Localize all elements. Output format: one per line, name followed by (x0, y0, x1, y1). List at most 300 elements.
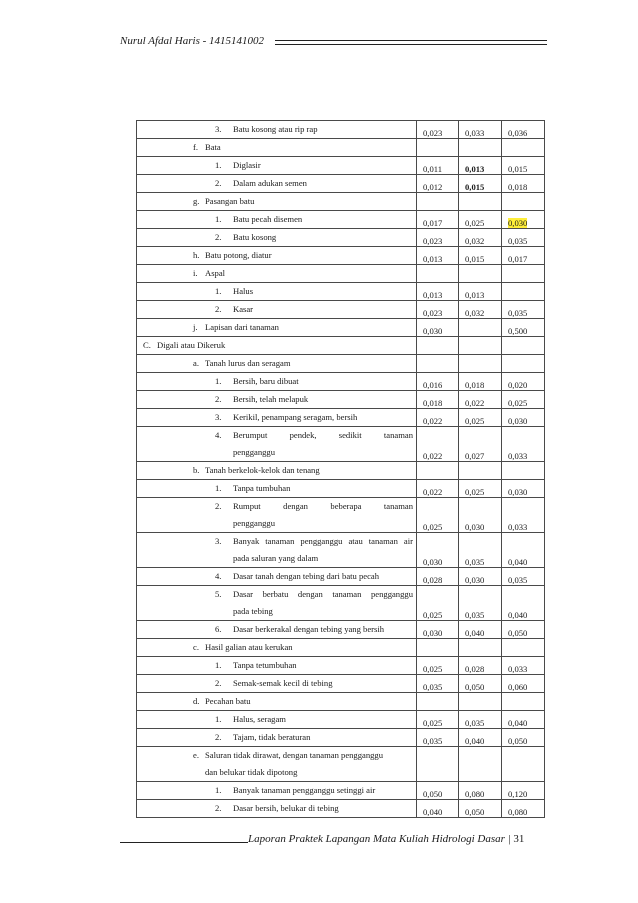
value-cell-norm (459, 409, 502, 427)
value-cell-min (417, 729, 459, 747)
coefficient-norm: 0,018 (465, 380, 485, 390)
value-cell-max (502, 229, 545, 247)
coefficient-norm: 0,030 (465, 522, 485, 532)
value-cell-min (417, 121, 459, 139)
coefficient-max: 0,030 (508, 416, 528, 426)
footer-rule (120, 842, 248, 843)
item-number: 2. (215, 678, 222, 688)
value-cell-min (417, 229, 459, 247)
coefficient-norm: 0,022 (465, 398, 485, 408)
coefficient-min: 0,035 (423, 736, 443, 746)
value-cell-min (417, 337, 459, 355)
description-cell (137, 729, 417, 747)
table-row (137, 355, 545, 373)
coefficient-max: 0,033 (508, 451, 528, 461)
value-cell-min (417, 533, 459, 568)
value-cell-max (502, 139, 545, 157)
value-cell-norm (459, 480, 502, 498)
coefficient-min: 0,025 (423, 718, 443, 728)
item-text: Dasar bersih, belukar di tebing (233, 803, 339, 813)
value-cell-max (502, 657, 545, 675)
coefficient-max: 0,040 (508, 557, 528, 567)
coefficient-norm: 0,032 (465, 308, 485, 318)
value-cell-norm (459, 337, 502, 355)
table-row (137, 409, 545, 427)
coefficient-norm: 0,035 (465, 610, 485, 620)
table-row (137, 247, 545, 265)
value-cell-norm (459, 498, 502, 533)
item-text: Rumput dengan beberapa tanaman (233, 501, 413, 511)
table-row (137, 675, 545, 693)
coefficient-min: 0,035 (423, 682, 443, 692)
value-cell-norm (459, 639, 502, 657)
item-number: 4. (215, 430, 222, 440)
coefficient-max: 0,030 (508, 487, 528, 497)
table-row (137, 265, 545, 283)
page-footer (120, 830, 547, 848)
value-cell-norm (459, 157, 502, 175)
coefficient-min: 0,023 (423, 236, 443, 246)
coefficient-min: 0,025 (423, 664, 443, 674)
table-row (137, 621, 545, 639)
indent-spacer (215, 444, 233, 461)
item-text: Aspal (205, 268, 226, 278)
value-cell-norm (459, 675, 502, 693)
roughness-coefficient-table (136, 120, 545, 818)
value-cell-min (417, 175, 459, 193)
item-number: 1. (215, 286, 222, 296)
table-row (137, 800, 545, 818)
item-number: 1. (215, 785, 222, 795)
table-row (137, 782, 545, 800)
value-cell-norm (459, 121, 502, 139)
table-row (137, 175, 545, 193)
item-number: 5. (215, 589, 222, 599)
item-text: Dasar tanah dengan tebing dari batu pecah (233, 571, 380, 581)
value-cell-norm (459, 693, 502, 711)
description-cell (137, 621, 417, 639)
indent-spacer (215, 603, 233, 620)
coefficient-max: 0,040 (508, 718, 528, 728)
description-cell (137, 355, 417, 373)
coefficient-max: 0,017 (508, 254, 528, 264)
value-cell-min (417, 800, 459, 818)
item-text: Bersih, telah melapuk (233, 394, 309, 404)
item-text: Batu pecah disemen (233, 214, 303, 224)
item-number: j. (193, 322, 198, 332)
table-row (137, 391, 545, 409)
description-cell (137, 480, 417, 498)
value-cell-max (502, 568, 545, 586)
item-text-continued: dan belukar tidak dipotong (205, 767, 298, 777)
coefficient-min: 0,022 (423, 416, 443, 426)
value-cell-min (417, 373, 459, 391)
coefficient-max: 0,050 (508, 628, 528, 638)
value-cell-max (502, 337, 545, 355)
coefficient-max: 0,500 (508, 326, 528, 336)
description-cell (137, 211, 417, 229)
coefficient-norm: 0,027 (465, 451, 485, 461)
value-cell-norm (459, 175, 502, 193)
coefficient-norm: 0,028 (465, 664, 485, 674)
value-cell-max (502, 283, 545, 301)
item-number: h. (193, 250, 200, 260)
value-cell-min (417, 427, 459, 462)
table-row (137, 337, 545, 355)
item-text: Banyak tanaman pengganggu setinggi air (233, 785, 376, 795)
value-cell-max (502, 301, 545, 319)
item-number: a. (193, 358, 199, 368)
description-cell (137, 193, 417, 211)
footer-separator: | (507, 833, 511, 845)
value-cell-norm (459, 782, 502, 800)
coefficient-norm: 0,080 (465, 789, 485, 799)
description-cell (137, 265, 417, 283)
item-text: Tanpa tumbuhan (233, 483, 291, 493)
item-text: Tanpa tetumbuhan (233, 660, 297, 670)
table-row (137, 211, 545, 229)
item-number: 2. (215, 732, 222, 742)
header-double-rule (275, 40, 547, 45)
description-cell (137, 657, 417, 675)
table-row (137, 568, 545, 586)
item-text: Bersih, baru dibuat (233, 376, 299, 386)
value-cell-max (502, 211, 545, 229)
description-cell (137, 586, 417, 621)
description-cell (137, 568, 417, 586)
page-header (120, 35, 547, 51)
value-cell-norm (459, 586, 502, 621)
value-cell-min (417, 657, 459, 675)
item-number: 2. (215, 178, 222, 188)
value-cell-max (502, 319, 545, 337)
value-cell-min (417, 211, 459, 229)
table-row (137, 586, 545, 621)
value-cell-norm (459, 229, 502, 247)
value-cell-min (417, 247, 459, 265)
item-number: 1. (215, 160, 222, 170)
value-cell-min (417, 711, 459, 729)
indent-spacer (215, 515, 233, 532)
item-text-continued: pada tebing (233, 606, 273, 616)
item-text: Batu kosong (233, 232, 277, 242)
value-cell-max (502, 711, 545, 729)
item-text: Hasil galian atau kerukan (205, 642, 293, 652)
table-row (137, 427, 545, 462)
coefficient-min: 0,016 (423, 380, 443, 390)
value-cell-min (417, 693, 459, 711)
table-body (137, 121, 545, 818)
value-cell-max (502, 121, 545, 139)
item-text-continued: pengganggu (233, 447, 276, 457)
description-cell (137, 319, 417, 337)
description-cell (137, 247, 417, 265)
coefficient-max: 0,040 (508, 610, 528, 620)
coefficient-min: 0,025 (423, 610, 443, 620)
value-cell-max (502, 693, 545, 711)
table-row (137, 657, 545, 675)
value-cell-min (417, 355, 459, 373)
description-cell (137, 121, 417, 139)
value-cell-max (502, 729, 545, 747)
item-number: g. (193, 196, 200, 206)
value-cell-max (502, 193, 545, 211)
value-cell-norm (459, 747, 502, 782)
coefficient-max: 0,033 (508, 664, 528, 674)
description-cell (137, 139, 417, 157)
coefficient-max: 0,080 (508, 807, 528, 817)
coefficient-norm: 0,033 (465, 128, 485, 138)
description-cell (137, 175, 417, 193)
item-text: Tanah berkelok-kelok dan tenang (205, 465, 320, 475)
value-cell-min (417, 498, 459, 533)
item-text: Dasar berkerakal dengan tebing yang bersih (233, 624, 385, 634)
value-cell-norm (459, 657, 502, 675)
table-row (137, 139, 545, 157)
item-text: Pasangan batu (205, 196, 255, 206)
value-cell-min (417, 621, 459, 639)
table-row (137, 480, 545, 498)
coefficient-norm: 0,015 (465, 182, 485, 192)
value-cell-max (502, 533, 545, 568)
table-row (137, 283, 545, 301)
item-text: Dasar berbatu dengan tanaman pengganggu (233, 589, 413, 599)
description-cell (137, 391, 417, 409)
item-number: b. (193, 465, 200, 475)
item-number: 1. (215, 483, 222, 493)
description-cell (137, 675, 417, 693)
item-number: 1. (215, 660, 222, 670)
value-cell-min (417, 319, 459, 337)
item-text: Banyak tanaman pengganggu atau tanaman air (233, 536, 413, 546)
value-cell-min (417, 639, 459, 657)
value-cell-min (417, 283, 459, 301)
value-cell-max (502, 391, 545, 409)
description-cell (137, 373, 417, 391)
item-text: Halus, seragam (233, 714, 286, 724)
coefficient-min: 0,017 (423, 218, 443, 228)
coefficient-norm: 0,032 (465, 236, 485, 246)
item-text: Berumput pendek, sedikit tanaman (233, 430, 413, 440)
value-cell-norm (459, 355, 502, 373)
table-row (137, 639, 545, 657)
item-number: C. (143, 340, 151, 350)
item-text: Pecahan batu (205, 696, 251, 706)
coefficient-max: 0,120 (508, 789, 528, 799)
item-number: 2. (215, 501, 222, 511)
coefficient-min: 0,018 (423, 398, 443, 408)
table-row (137, 301, 545, 319)
coefficient-norm: 0,050 (465, 807, 485, 817)
coefficient-max: 0,060 (508, 682, 528, 692)
value-cell-norm (459, 247, 502, 265)
value-cell-max (502, 157, 545, 175)
description-cell (137, 229, 417, 247)
item-text: Kerikil, penampang seragam, bersih (233, 412, 358, 422)
indent-spacer (193, 764, 205, 781)
coefficient-min: 0,040 (423, 807, 443, 817)
item-number: 3. (215, 536, 222, 546)
value-cell-norm (459, 301, 502, 319)
item-number: 3. (215, 412, 222, 422)
coefficient-norm: 0,035 (465, 557, 485, 567)
coefficient-min: 0,013 (423, 290, 443, 300)
value-cell-norm (459, 391, 502, 409)
coefficient-max: 0,035 (508, 308, 528, 318)
coefficient-min: 0,025 (423, 522, 443, 532)
item-text: Tanah lurus dan seragam (205, 358, 291, 368)
table-row (137, 462, 545, 480)
table-row (137, 498, 545, 533)
item-number: 1. (215, 376, 222, 386)
coefficient-max: 0,025 (508, 398, 528, 408)
item-number: 4. (215, 571, 222, 581)
coefficient-min: 0,030 (423, 326, 443, 336)
item-number: e. (193, 750, 199, 760)
value-cell-norm (459, 621, 502, 639)
coefficient-min: 0,023 (423, 128, 443, 138)
value-cell-norm (459, 462, 502, 480)
item-number: i. (193, 268, 198, 278)
item-text-continued: pengganggu (233, 518, 276, 528)
description-cell (137, 337, 417, 355)
value-cell-norm (459, 265, 502, 283)
item-text: Saluran tidak dirawat, dengan tanaman pengganggu (205, 750, 384, 760)
item-number: 1. (215, 214, 222, 224)
description-cell (137, 157, 417, 175)
coefficient-min: 0,030 (423, 628, 443, 638)
coefficient-min: 0,012 (423, 182, 443, 192)
item-number: d. (193, 696, 200, 706)
value-cell-norm (459, 319, 502, 337)
value-cell-min (417, 586, 459, 621)
value-cell-norm (459, 729, 502, 747)
coefficient-max: 0,018 (508, 182, 528, 192)
indent-spacer (215, 550, 233, 567)
coefficient-min: 0,013 (423, 254, 443, 264)
item-text: Semak-semak kecil di tebing (233, 678, 333, 688)
table-row (137, 157, 545, 175)
value-cell-norm (459, 427, 502, 462)
description-cell (137, 283, 417, 301)
table-row (137, 533, 545, 568)
header-author: Nurul Afdal Haris - 1415141002 (120, 35, 265, 47)
item-text: Bata (205, 142, 221, 152)
value-cell-min (417, 139, 459, 157)
value-cell-max (502, 427, 545, 462)
item-number: 2. (215, 232, 222, 242)
description-cell (137, 409, 417, 427)
description-cell (137, 693, 417, 711)
value-cell-max (502, 247, 545, 265)
value-cell-max (502, 747, 545, 782)
value-cell-min (417, 409, 459, 427)
value-cell-max (502, 409, 545, 427)
coefficient-max: 0,035 (508, 236, 528, 246)
value-cell-min (417, 782, 459, 800)
value-cell-min (417, 480, 459, 498)
coefficient-norm: 0,040 (465, 736, 485, 746)
item-text-continued: pada saluran yang dalam (233, 553, 319, 563)
coefficient-norm: 0,025 (465, 416, 485, 426)
footer-title: Laporan Praktek Lapangan Mata Kuliah Hidrologi Dasar (248, 833, 505, 845)
coefficient-norm: 0,030 (465, 575, 485, 585)
coefficient-norm: 0,013 (465, 290, 485, 300)
coefficient-norm: 0,025 (465, 487, 485, 497)
table-row (137, 693, 545, 711)
value-cell-norm (459, 211, 502, 229)
value-cell-min (417, 391, 459, 409)
value-cell-norm (459, 800, 502, 818)
coefficient-max: 0,015 (508, 164, 528, 174)
value-cell-min (417, 265, 459, 283)
value-cell-norm (459, 193, 502, 211)
table-row (137, 747, 545, 782)
value-cell-min (417, 462, 459, 480)
value-cell-max (502, 480, 545, 498)
item-number: 2. (215, 394, 222, 404)
item-text: Batu kosong atau rip rap (233, 124, 318, 134)
value-cell-norm (459, 568, 502, 586)
item-text: Digali atau Dikeruk (157, 340, 226, 350)
table-row (137, 193, 545, 211)
coefficient-norm: 0,050 (465, 682, 485, 692)
page-number: 31 (513, 833, 525, 845)
description-cell (137, 533, 417, 568)
item-number: 6. (215, 624, 222, 634)
item-text: Lapisan dari tanaman (205, 322, 279, 332)
description-cell (137, 800, 417, 818)
value-cell-max (502, 675, 545, 693)
table-row (137, 711, 545, 729)
value-cell-max (502, 355, 545, 373)
value-cell-norm (459, 373, 502, 391)
coefficient-max: 0,033 (508, 522, 528, 532)
table-row (137, 729, 545, 747)
value-cell-max (502, 498, 545, 533)
value-cell-max (502, 639, 545, 657)
item-number: c. (193, 642, 199, 652)
coefficient-max: 0,020 (508, 380, 528, 390)
value-cell-max (502, 800, 545, 818)
item-number: 1. (215, 714, 222, 724)
value-cell-max (502, 175, 545, 193)
value-cell-max (502, 782, 545, 800)
coefficient-min: 0,028 (423, 575, 443, 585)
value-cell-norm (459, 283, 502, 301)
coefficient-min: 0,011 (423, 164, 443, 174)
item-text: Batu potong, diatur (205, 250, 272, 260)
value-cell-min (417, 675, 459, 693)
coefficient-norm: 0,025 (465, 218, 485, 228)
coefficient-norm: 0,015 (465, 254, 485, 264)
value-cell-norm (459, 139, 502, 157)
coefficient-max: 0,035 (508, 575, 528, 585)
description-cell (137, 462, 417, 480)
value-cell-min (417, 568, 459, 586)
coefficient-min: 0,022 (423, 487, 443, 497)
coefficient-norm: 0,040 (465, 628, 485, 638)
item-text: Dalam adukan semen (233, 178, 307, 188)
value-cell-norm (459, 533, 502, 568)
description-cell (137, 301, 417, 319)
value-cell-max (502, 373, 545, 391)
value-cell-norm (459, 711, 502, 729)
value-cell-max (502, 265, 545, 283)
value-cell-max (502, 621, 545, 639)
value-cell-min (417, 747, 459, 782)
coefficient-min: 0,050 (423, 789, 443, 799)
